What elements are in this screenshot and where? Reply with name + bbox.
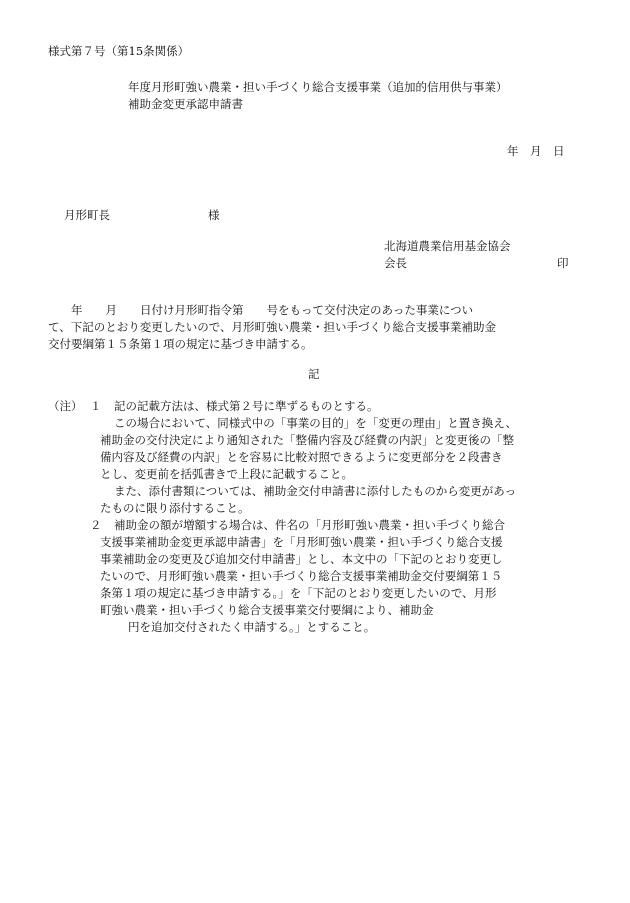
document-title-line2: 補助金変更承認申請書 [128,97,243,111]
note2-line: 補助金の額が増額する場合は、件名の「月形町強い農業・担い手づくり総合 [114,518,505,532]
date-line: 年 月 日 [507,144,565,158]
note2-number: ２ [90,518,102,532]
addressee-honorific: 様 [208,208,220,222]
note1-line: 補助金の交付決定により通知された「整備内容及び経費の内訳」と変更後の「整 [100,433,514,447]
note1-line: たものに限り添付すること。 [100,501,250,515]
addressee-name: 月形町長 [64,208,110,222]
note2-line: 事業補助金の変更及び追加交付申請書」とし、本文中の「下記のとおり変更し [100,552,503,566]
note2-line: 条第１項の規定に基づき申請する。」を「下記のとおり変更したいので、月形 [100,586,497,600]
body-line: 交付要綱第１５条第１項の規定に基づき申請する。 [48,337,313,351]
body-line: て、下記のとおり変更したいので、月形町強い農業・担い手づくり総合支援事業補助金 [48,320,497,334]
form-number: 様式第７号（第15条関係） [48,44,190,58]
applicant-organization: 北海道農業信用基金協会 [384,239,511,253]
applicant-title: 会長 [384,256,407,270]
ki-heading: 記 [308,367,320,381]
seal-mark: 印 [557,256,569,270]
note1-line: とし、変更前を括弧書きで上段に記載すること。 [100,467,353,481]
body-line: 年 月 日付け月形町指令第 号をもって交付決定のあった事業につい [48,303,474,317]
note2-line: たいので、月形町強い農業・担い手づくり総合支援事業補助金交付要綱第１５ [100,569,503,583]
note2-line: 町強い農業・担い手づくり総合支援事業交付要綱により、補助金 [100,603,434,617]
note1-number: １ [90,399,102,413]
document-title-line1: 年度月形町強い農業・担い手づくり総合支援事業（追加的信用供与事業） [128,80,508,94]
note1-line: また、添付書類については、補助金交付申請書に添付したものから変更があっ [114,484,517,498]
note2-line: 支援事業補助金変更承認申請書」を「月形町強い農業・担い手づくり総合支援 [100,535,503,549]
note2-line: 円を追加交付されたく申請する。」とすること。 [128,620,376,634]
body-paragraph [48,302,578,353]
notes-label: （注） [48,399,83,413]
note1-line: 備内容及び経費の内訳」とを容易に比較対照できるように変更部分を２段書き [100,450,503,464]
note1-line: 記の記載方法は、様式第２号に準ずるものとする。 [114,399,379,413]
note1-line: この場合において、同様式中の「事業の目的」を「変更の理由」と置き換え、 [114,416,517,430]
